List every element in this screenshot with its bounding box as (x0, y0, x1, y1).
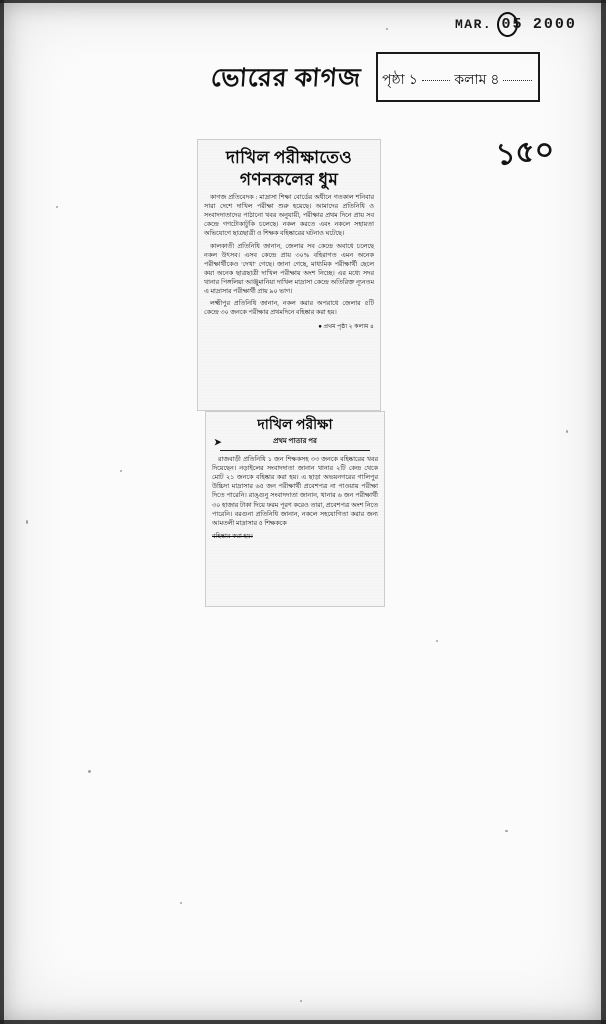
scan-speck (56, 206, 58, 208)
clipping-one-headline-line1: দাখিল পরীক্ষাতেও (225, 148, 353, 167)
archive-dotted-rule-1 (422, 80, 451, 81)
date-stamp-year: 2000 (532, 16, 577, 33)
date-stamp (455, 16, 577, 33)
archive-page-value: ১ (408, 73, 418, 88)
clipping-two-divider (220, 450, 370, 451)
clipping-two-body (212, 455, 378, 528)
scan-speck (88, 770, 91, 773)
clipping-one-continuation-credit: ● প্রথম পৃষ্ঠা ২ কলাম ৪ (318, 323, 374, 331)
clipping-two-subhead-row (212, 435, 378, 447)
clipping-one-body (204, 193, 374, 317)
scan-speck (300, 1000, 302, 1002)
scan-speck (505, 830, 508, 832)
date-stamp-day: 05 (501, 16, 524, 33)
scan-speck (26, 520, 28, 524)
date-stamp-month: MAR. (455, 17, 493, 32)
page-edge-bottom (0, 1020, 606, 1024)
page-edge-right (601, 0, 606, 1024)
scan-speck (386, 28, 388, 30)
scan-speck (566, 430, 568, 433)
clipping-two-subhead: প্রথম পাতার পর (273, 437, 317, 446)
newspaper-masthead: ভোরের কাগজ (209, 65, 363, 92)
arrow-icon: ➤ (214, 437, 222, 448)
clipping-one-paragraph: লক্ষ্মীপুর প্রতিনিধি জানান, নকল করার অপরাধে জেলার ৫টি কেন্দ্রে ৩০ জনকে পরীক্ষার প্রথমদিনে বহিষ্কার করা হয়। (204, 300, 374, 317)
handwritten-archive-number: ১৫০ (494, 133, 556, 172)
news-clipping-primary (198, 140, 380, 410)
clipping-one-headline (204, 148, 374, 189)
archive-column-value: ৪ (490, 73, 500, 88)
scan-speck (436, 640, 438, 642)
clipping-one-paragraph: কালকাতী প্রতিনিধি জানান, জেলার সব কেন্দ্রে অবাধে চলেছে নকল উৎসব। এসব কেন্দ্রে প্রায় ৩০% বহিরাগত এমন অনেক পরীক্ষার্থীকেও 'দেখা' গেছে। জানা গেছে, মাধ্যমিক পরীক্ষার্থী ছেলে কয়া অনেক ছাত্রছাত্রী দাখিল পরীক্ষায় অংশ নিচ্ছে। এর মধ্যে সদর থানার পিঙ্গলিয়া আঞ্জুমানিয়া দাখিল মাদ্রাসা কেন্দ্রে অতিরিক্ত ন্যূনতম এ মাদ্রাসার পরীক্ষার্থী প্রায় ৯০ ভাগ। (204, 242, 374, 296)
clipping-two-paragraph: রাজবাড়ী প্রতিনিধি ১ জন শিক্ষকসহ ৩৩ জনকে বহিষ্কারের খবর দিয়েছেন। নড়াইলের সংবাদদাতা জানান থানার ২টি কেন্দ্র থেকে মোট ২১ জনকে বহিষ্কার করা হয়। এ ছাড়া অভয়নগরের গালিপুর উচ্চিদা মাদ্রাসার ৬৫ জন পরীক্ষার্থী প্রবেশপত্র না পাওয়ায় পরীক্ষা দিতে পারেনি। রাঙ্গুনু সংবাদদাতা জানান, থানার ৬ জন পরীক্ষার্থী ৩০ হাজার টাকা দিয়ে ফরম পূরণ করেও তারা, প্রবেশপত্র অংশ নিতে পারেনি। বরগুনা প্রতিনিধি জানান, নকলে সহযোগিতা করার জন্য আমতলী মাদ্রাসার ৫ শিক্ষককে (212, 456, 378, 527)
clipping-one-paragraph: কাগজ প্রতিবেদক : মাদ্রাসা শিক্ষা বোর্ডের অধীনে গতকাল শনিবার সারা দেশে দাখিল পরীক্ষা শুরু হয়েছে। আমাদের প্রতিনিধি ও সংবাদদাতাদের পাঠানো খবর অনুযায়ী, পরীক্ষার প্রথম দিনে প্রায় সব কেন্দ্রে গণটোকাটুকি চলেছে। নকল করতে এবং নকলে সহায়তা অভিযোগে ছাত্রছাত্রী ও শিক্ষক বহিষ্কারের ঘটনাও ঘটেছে। (204, 194, 374, 238)
scan-speck (180, 902, 182, 904)
page-edge-left (0, 0, 4, 1024)
archive-column-label: কলাম (454, 73, 487, 88)
scan-speck (120, 470, 122, 472)
clipping-one-headline-line2: গণনকলের ধুম (239, 169, 339, 189)
clipping-two-headline: দাখিল পরীক্ষা (257, 418, 333, 433)
archive-dotted-rule-2 (503, 80, 532, 81)
news-clipping-continuation (206, 412, 384, 606)
page-edge-top (0, 0, 606, 3)
archive-page-label: পৃষ্ঠা (382, 73, 405, 88)
archive-reference-fields (382, 68, 532, 92)
clipping-two-struck-line: বহিষ্কার করা হয়। (212, 532, 253, 540)
